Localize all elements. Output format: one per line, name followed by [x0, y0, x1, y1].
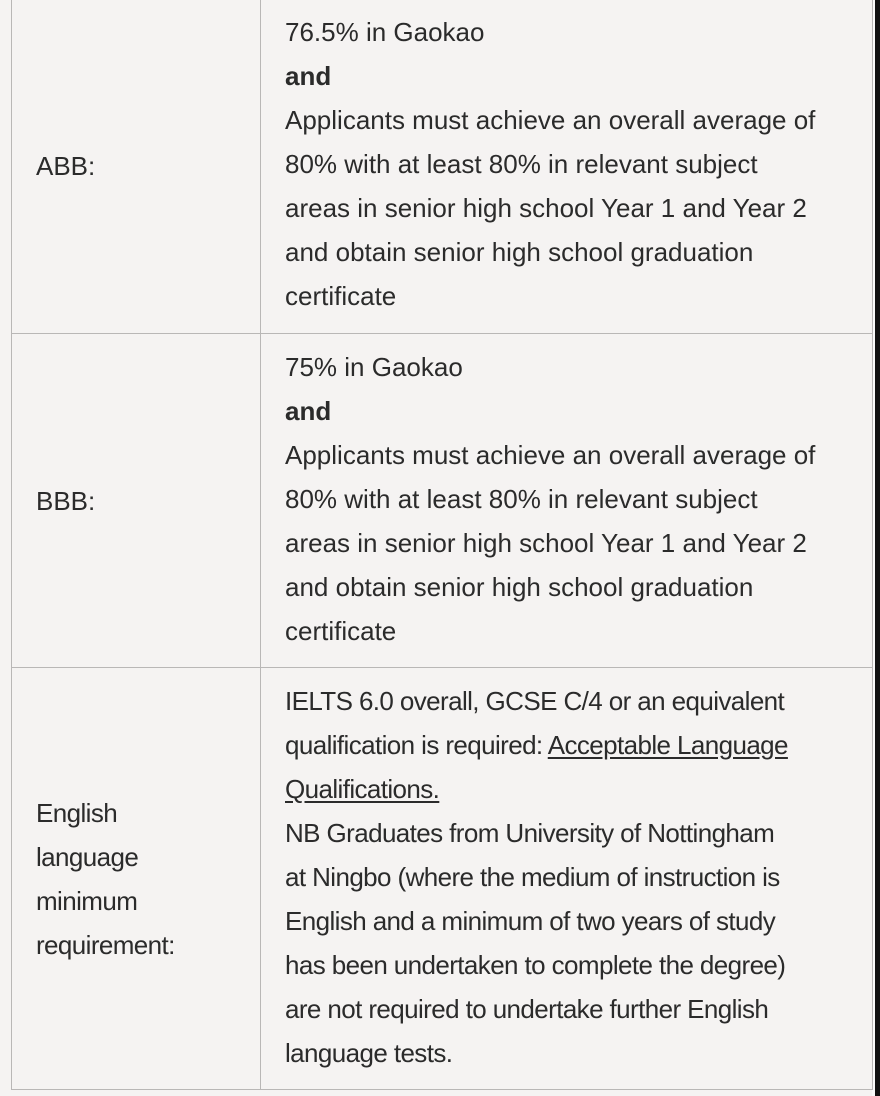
nb-note: has been undertaken to complete the degree)	[285, 949, 786, 980]
row-value	[261, 0, 873, 334]
label-text: requirement:	[36, 929, 175, 960]
grade-label: ABB:	[36, 151, 96, 181]
label-text: language	[36, 841, 139, 872]
row-label	[12, 0, 261, 334]
requirement-text: Applicants must achieve an overall average of	[285, 105, 816, 135]
requirement-text: Applicants must achieve an overall average of	[285, 439, 816, 470]
acceptable-language-qualifications-link[interactable]: Qualifications.	[285, 773, 440, 804]
requirement-text: and obtain senior high school graduation	[285, 237, 754, 267]
requirement-text: areas in senior high school Year 1 and Year 2	[285, 193, 807, 223]
requirement-text: 80% with at least 80% in relevant subject	[285, 483, 758, 514]
grade-label: BBB:	[36, 485, 96, 516]
window-edge	[875, 0, 880, 1096]
conjunction: and	[285, 61, 332, 91]
link-continuation	[285, 767, 856, 811]
table-row-abb	[12, 0, 873, 334]
row-value	[261, 668, 873, 1090]
english-requirement: IELTS 6.0 overall, GCSE C/4 or an equivalent	[285, 685, 785, 716]
nb-note: NB Graduates from University of Nottingham	[285, 817, 775, 848]
requirement-text: and obtain senior high school graduation	[285, 571, 754, 602]
row-label	[12, 334, 261, 668]
label-text: English	[36, 797, 118, 828]
english-requirement	[285, 723, 856, 767]
table-row-bbb	[12, 334, 873, 668]
text: qualification is required:	[285, 729, 548, 760]
entry-requirements-table	[11, 0, 873, 1090]
nb-note: are not required to undertake further English	[285, 993, 769, 1024]
requirement-text: 80% with at least 80% in relevant subject	[285, 149, 758, 179]
requirement-text: areas in senior high school Year 1 and Year 2	[285, 527, 807, 558]
acceptable-language-qualifications-link[interactable]: Acceptable Language	[547, 729, 788, 760]
gaokao-score: 75% in Gaokao	[285, 351, 463, 382]
row-label	[12, 668, 261, 1090]
conjunction: and	[285, 395, 332, 426]
requirement-text: certificate	[285, 615, 397, 646]
nb-note: at Ningbo (where the medium of instruction is	[285, 861, 780, 892]
gaokao-score: 76.5% in Gaokao	[285, 17, 485, 47]
nb-note: English and a minimum of two years of study	[285, 905, 776, 936]
requirement-text: certificate	[285, 281, 397, 311]
table-row-english	[12, 668, 873, 1090]
label-text: minimum	[36, 885, 138, 916]
nb-note: language tests.	[285, 1037, 453, 1068]
row-value	[261, 334, 873, 668]
